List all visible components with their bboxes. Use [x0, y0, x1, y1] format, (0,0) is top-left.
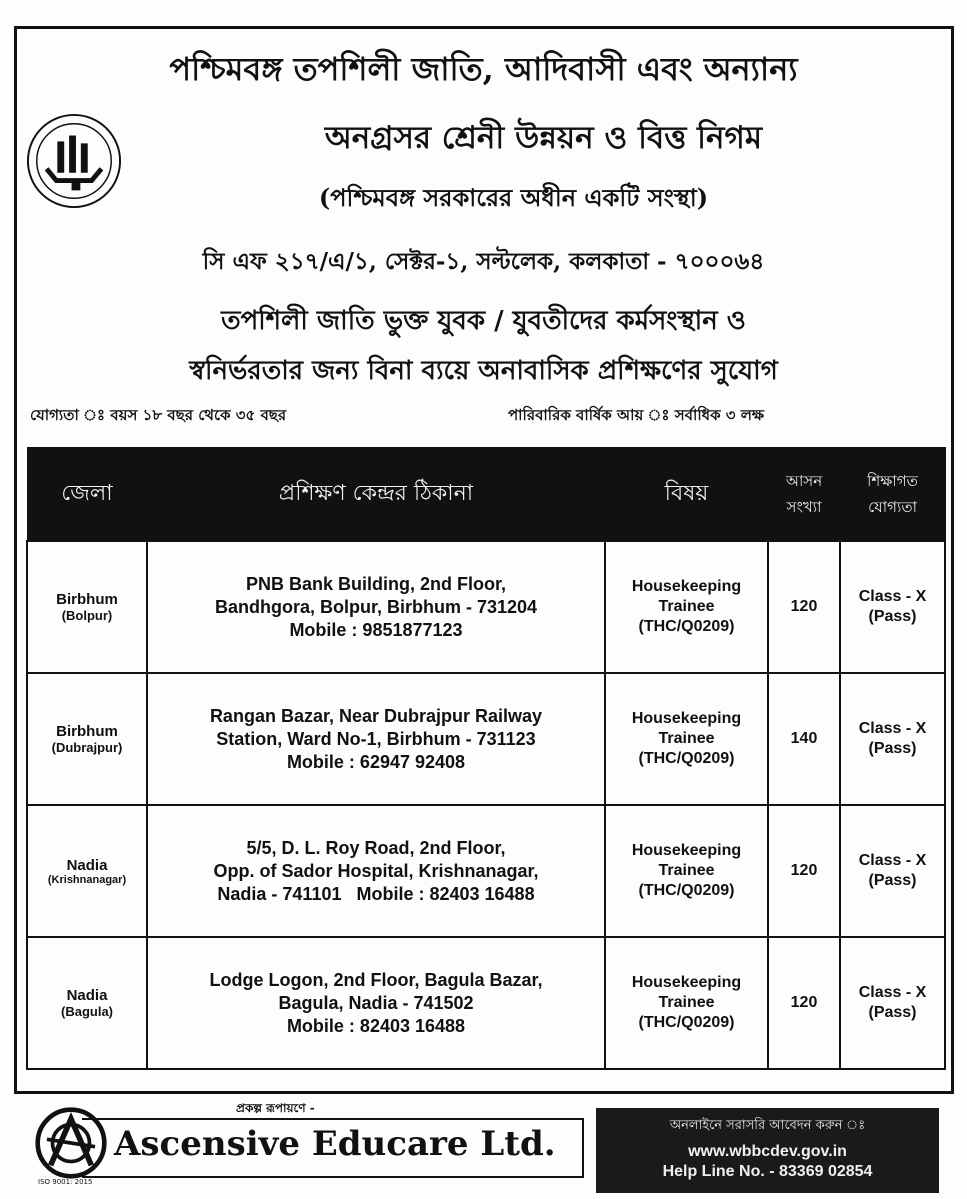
training-centres-table [26, 447, 946, 1070]
subject-code: (THC/Q0209) [638, 882, 735, 899]
district-cell [27, 937, 147, 1069]
header-address: প্রশিক্ষণ কেন্দ্রর ঠিকানা [147, 448, 605, 542]
header-seats-line2: সংখ্যা [786, 498, 822, 516]
implementing-agency [26, 1096, 576, 1194]
table-row [27, 541, 945, 673]
address-cell [147, 541, 605, 673]
district-place: (Dubrajpur) [51, 740, 123, 755]
qualification-line: Class - X [858, 852, 927, 869]
table-row [27, 805, 945, 937]
header-seats-line1: আসন [785, 472, 823, 490]
header-qual-line2: যোগ্যতা [868, 498, 917, 516]
district-place: (Krishnanagar) [47, 873, 127, 886]
qualification-status: (Pass) [868, 740, 917, 757]
address-mobile: Nadia - 741101 Mobile : 82403 16488 [217, 883, 535, 904]
seats-cell: 120 [768, 937, 840, 1069]
subject-code: (THC/Q0209) [638, 618, 735, 635]
seats-cell: 120 [768, 805, 840, 937]
district-cell [27, 541, 147, 673]
website-link[interactable]: www.wbbcdev.gov.in [688, 1143, 847, 1160]
helpline-number: Help Line No. - 83369 02854 [662, 1163, 873, 1180]
qualification-line: Class - X [858, 588, 927, 605]
table-row [27, 673, 945, 805]
org-title-line2: অনগ্রসর শ্রেনী উন্নয়ন ও বিত্ত নিগম [324, 120, 763, 156]
eligibility-income: পারিবারিক বার্ষিক আয় ঃ সর্বাধিক ৩ লক্ষ [508, 406, 765, 424]
district-place: (Bolpur) [61, 608, 113, 623]
subject-cell [605, 541, 768, 673]
address-line: Opp. of Sador Hospital, Krishnanagar, [213, 860, 539, 881]
address-line: Bandhgora, Bolpur, Birbhum - 731204 [214, 596, 538, 617]
company-name: Ascensive Educare Ltd. [114, 1124, 556, 1164]
address-cell [147, 673, 605, 805]
qualification-status: (Pass) [868, 1004, 917, 1021]
district-place: (Bagula) [61, 1004, 113, 1019]
table-header-row [27, 448, 945, 542]
org-title-line1: পশ্চিমবঙ্গ তপশিলী জাতি, আদিবাসী এবং অন্যান্য [169, 50, 798, 88]
org-subtitle: (পশ্চিমবঙ্গ সরকারের অধীন একটি সংস্থা) [318, 183, 709, 212]
address-line: Lodge Logon, 2nd Floor, Bagula Bazar, [209, 969, 543, 990]
address-cell [147, 805, 605, 937]
address-mobile: Mobile : 82403 16488 [286, 1015, 466, 1036]
tagline-line1: তপশিলী জাতি ভুক্ত যুবক / যুবতীদের কর্মসংস্থান ও [221, 306, 746, 336]
subject-line: Housekeeping [631, 842, 742, 859]
apply-online-box [596, 1108, 939, 1193]
seats-cell: 140 [768, 673, 840, 805]
header-qualification [840, 448, 945, 542]
subject-line: Trainee [658, 598, 715, 615]
district-cell [27, 805, 147, 937]
address-line: Rangan Bazar, Near Dubrajpur Railway [209, 705, 543, 726]
subject-line: Trainee [658, 730, 715, 747]
qualification-cell [840, 541, 945, 673]
header-subject: বিষয় [605, 448, 768, 542]
subject-cell [605, 805, 768, 937]
address-line: Station, Ward No-1, Birbhum - 731123 [216, 728, 536, 749]
district-name: Nadia [66, 856, 108, 874]
header-qual-line1: শিক্ষাগত [867, 472, 918, 490]
district-name: Nadia [66, 987, 108, 1004]
address-line: Bagula, Nadia - 741502 [278, 992, 474, 1013]
address-mobile: Mobile : 62947 92408 [286, 751, 466, 772]
table-row [27, 937, 945, 1069]
district-name: Birbhum [56, 591, 118, 608]
address-line: PNB Bank Building, 2nd Floor, [245, 573, 506, 594]
qualification-cell [840, 805, 945, 937]
subject-cell [605, 937, 768, 1069]
header-district: জেলা [27, 448, 147, 542]
qualification-cell [840, 937, 945, 1069]
subject-line: Trainee [658, 862, 715, 879]
implemented-by-label: প্রকল্প রূপায়ণে - [236, 1101, 315, 1115]
subject-line: Housekeeping [631, 974, 742, 991]
district-name: Birbhum [56, 723, 118, 740]
subject-line: Housekeeping [631, 578, 742, 595]
subject-code: (THC/Q0209) [638, 750, 735, 767]
address-mobile: Mobile : 9851877123 [289, 619, 463, 640]
eligibility-age: যোগ্যতা ঃ বয়স ১৮ বছর থেকে ৩৫ বছর [30, 406, 287, 424]
qualification-line: Class - X [858, 984, 927, 1001]
tagline-line2: স্বনির্ভরতার জন্য বিনা ব্যয়ে অনাবাসিক প্রশিক্ষণের সুযোগ [189, 356, 778, 386]
qualification-status: (Pass) [868, 872, 917, 889]
address-line: 5/5, D. L. Roy Road, 2nd Floor, [246, 837, 506, 858]
subject-cell [605, 673, 768, 805]
subject-code: (THC/Q0209) [638, 1014, 735, 1031]
seats-cell: 120 [768, 541, 840, 673]
qualification-line: Class - X [858, 720, 927, 737]
qualification-cell [840, 673, 945, 805]
apply-online-label: অনলাইনে সরাসরি আবেদন করুন ঃ [669, 1118, 866, 1133]
subject-line: Housekeeping [631, 710, 742, 727]
header-seats [768, 448, 840, 542]
address-cell [147, 937, 605, 1069]
org-address: সি এফ ২১৭/এ/১, সেক্টর-১, সল্টলেক, কলকাতা - ৭০০০৬৪ [202, 248, 765, 275]
district-cell [27, 673, 147, 805]
subject-line: Trainee [658, 994, 715, 1011]
qualification-status: (Pass) [868, 608, 917, 625]
iso-certification: ISO 9001: 2015 [38, 1178, 93, 1186]
